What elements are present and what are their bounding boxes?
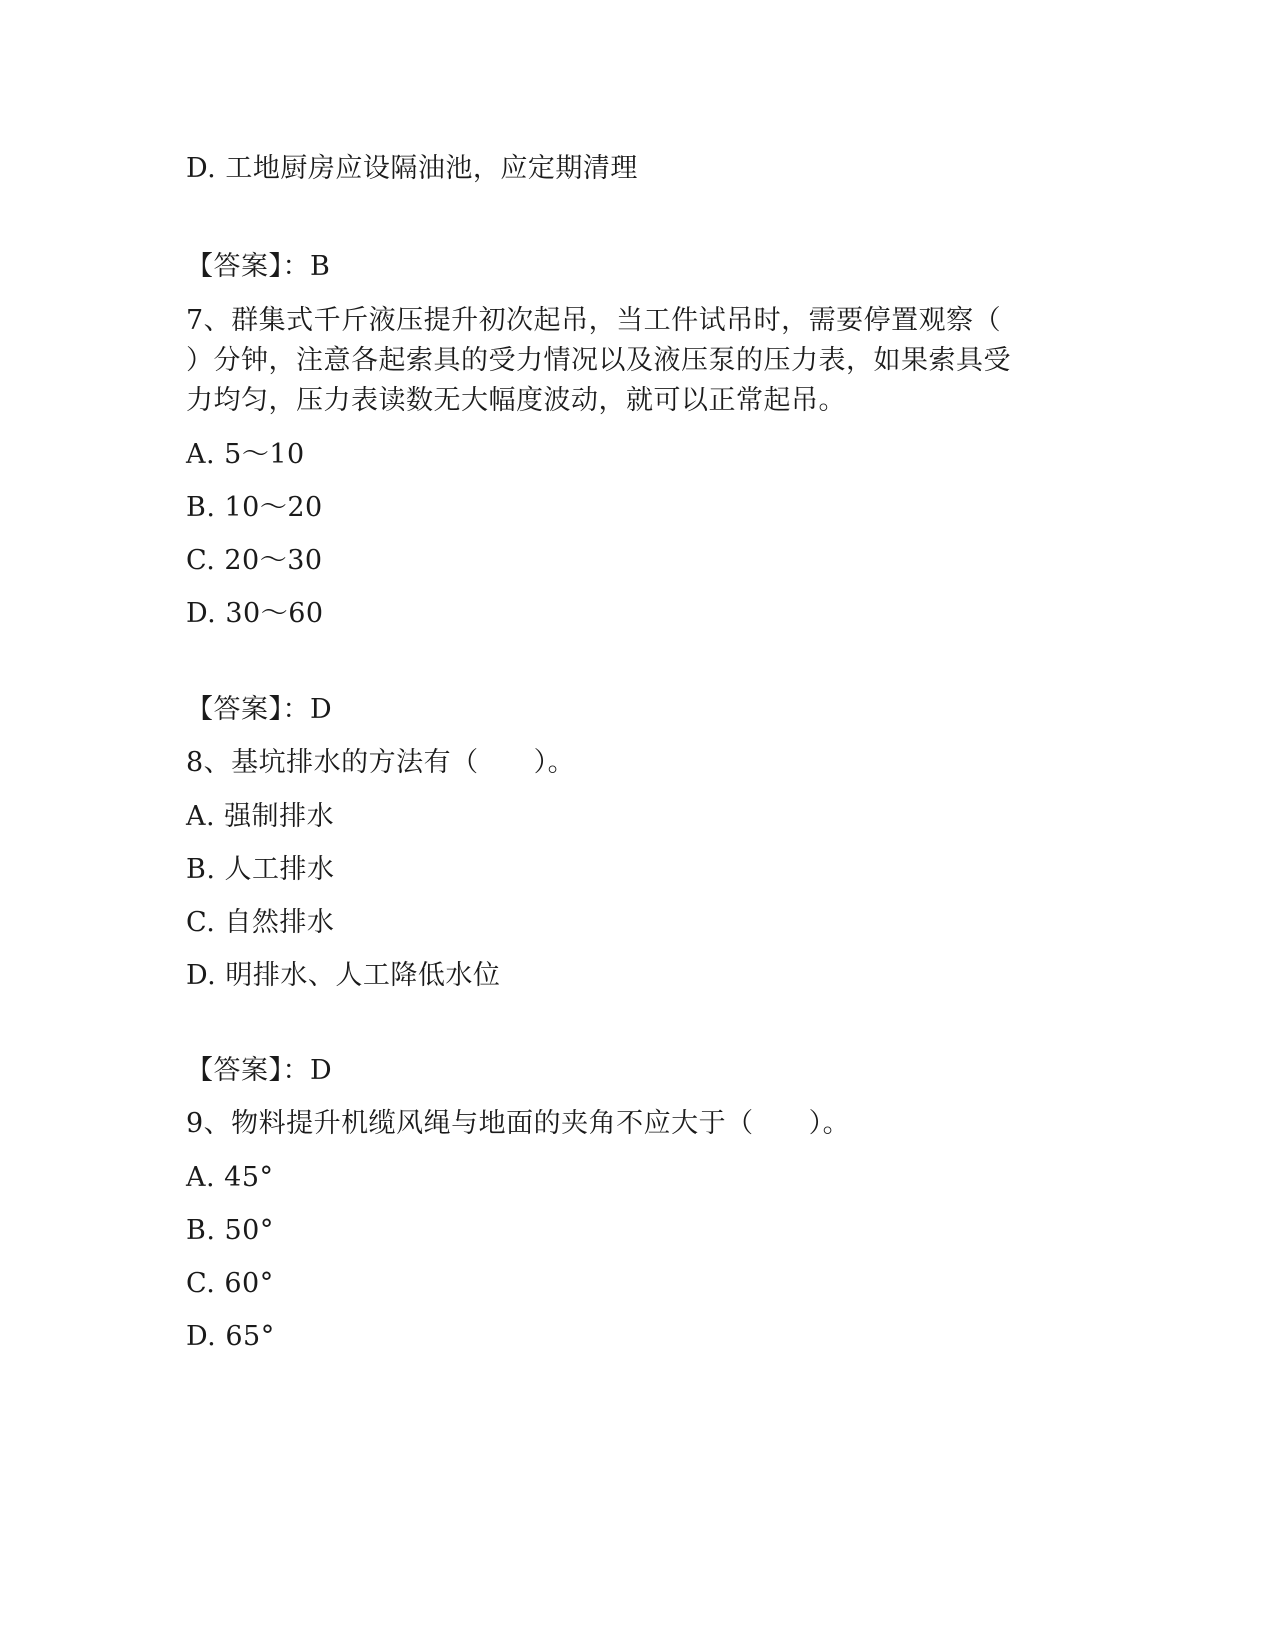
q7-stem-line-1: 7、群集式千斤液压提升初次起吊，当工件试吊时，需要停置观察（	[186, 305, 1002, 336]
q7-option-a: A. 5～10	[186, 439, 305, 470]
q9-option-a: A. 45°	[186, 1162, 274, 1193]
q9-option-c: C. 60°	[186, 1268, 274, 1299]
q6-option-d: D. 工地厨房应设隔油池，应定期清理	[186, 153, 638, 184]
q7-option-c: C. 20～30	[186, 545, 323, 576]
q7-answer: 【答案】：D	[186, 694, 333, 725]
q9-stem: 9、物料提升机缆风绳与地面的夹角不应大于（ ）。	[186, 1108, 851, 1139]
q7-stem-line-2: ）分钟，注意各起索具的受力情况以及液压泵的压力表，如果索具受	[186, 345, 1011, 376]
q8-option-c: C. 自然排水	[186, 907, 335, 938]
q9-option-b: B. 50°	[186, 1215, 274, 1246]
q8-stem: 8、基坑排水的方法有（ ）。	[186, 747, 576, 778]
q7-option-b: B. 10～20	[186, 492, 323, 523]
q8-option-d: D. 明排水、人工降低水位	[186, 960, 501, 991]
q7-option-d: D. 30～60	[186, 598, 324, 629]
q8-answer: 【答案】：D	[186, 1055, 333, 1086]
q6-answer: 【答案】：B	[186, 251, 331, 282]
q8-option-b: B. 人工排水	[186, 854, 335, 885]
q9-option-d: D. 65°	[186, 1321, 275, 1352]
q8-option-a: A. 强制排水	[186, 801, 335, 832]
q7-stem-line-3: 力均匀，压力表读数无大幅度波动，就可以正常起吊。	[186, 385, 846, 416]
